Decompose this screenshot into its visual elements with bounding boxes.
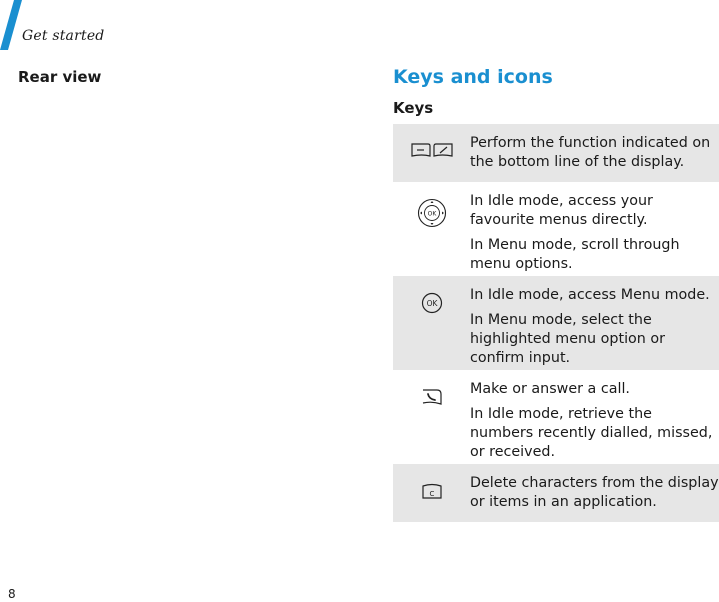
key-row-text: In Menu mode, select the highlighted menu option or confirm input. <box>470 312 666 366</box>
key-row-text: In Menu mode, scroll through menu options. <box>470 237 680 272</box>
key-row-dial <box>393 370 719 464</box>
key-row-soft-keys <box>393 124 719 182</box>
header-accent-bar <box>0 0 22 50</box>
ok-key-icon <box>393 286 470 358</box>
svg-text:C: C <box>429 490 434 498</box>
svg-text:OK: OK <box>426 299 437 308</box>
keys-subheading: Keys <box>393 99 434 117</box>
keys-and-icons-heading: Keys and icons <box>393 66 553 88</box>
keys-table <box>393 124 719 522</box>
soft-keys-icon <box>393 134 470 170</box>
page-number: 8 <box>8 587 16 601</box>
key-row-ok <box>393 276 719 370</box>
section-title: Get started <box>22 28 105 44</box>
dial-key-icon <box>393 380 470 452</box>
key-row-text: In Idle mode, access your favourite menus directly. <box>470 193 653 228</box>
key-row-text: Perform the function indicated on the bottom line of the display. <box>470 135 711 170</box>
svg-text:OK: OK <box>427 210 436 218</box>
key-row-text: Delete characters from the display or items in an application. <box>470 475 719 510</box>
key-row-navigation <box>393 182 719 276</box>
clear-key-icon <box>393 474 470 510</box>
key-row-text: Make or answer a call. <box>470 381 630 397</box>
key-row-text: In Idle mode, retrieve the numbers recently dialled, missed, or received. <box>470 406 713 460</box>
navigation-key-icon <box>393 192 470 264</box>
key-row-text: In Idle mode, access Menu mode. <box>470 287 710 303</box>
key-row-clear <box>393 464 719 522</box>
rear-view-heading: Rear view <box>18 68 102 86</box>
